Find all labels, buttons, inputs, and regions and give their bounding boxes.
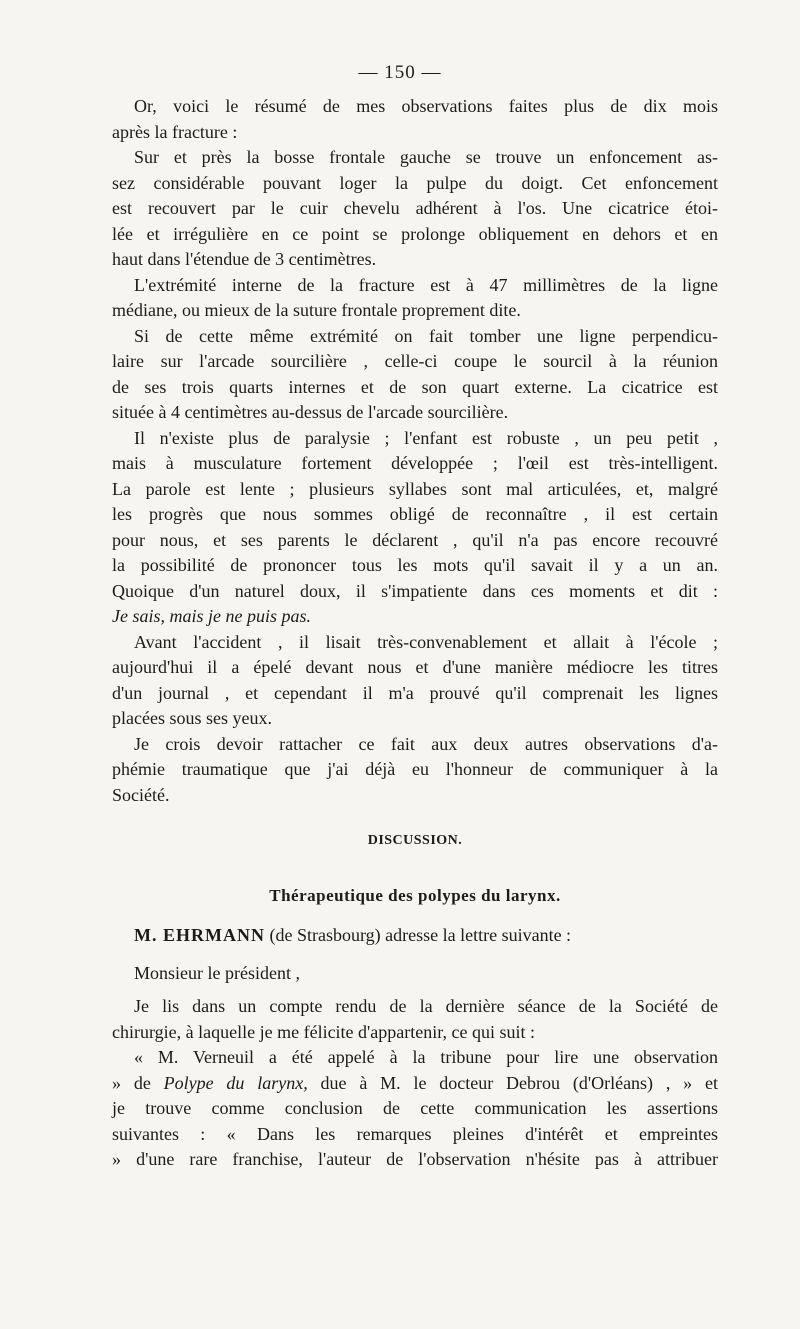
text-line: « M. Verneuil a été appelé à la tribune pour lire une observation — [134, 1047, 718, 1067]
text-line: Avant l'accident , il lisait très-convenablement et allait à l'école ; — [134, 631, 718, 652]
text-line: pour nous, et ses parents le déclarent , qu'il n'a pas encore recouvré — [112, 529, 718, 550]
paragraph-frontal-bump — [112, 145, 718, 273]
text-line: laire sur l'arcade sourcilière , celle-ci coupe le sourcil à la réunion — [112, 351, 718, 371]
text-line: placées sous ses yeux. — [112, 708, 272, 728]
paragraph-aphemie — [112, 732, 718, 809]
text-line: Il n'existe plus de paralysie ; l'enfant est robuste , un peu petit , — [134, 427, 718, 448]
text-line: phémie traumatique que j'ai déjà eu l'honneur de communiquer à la — [112, 759, 718, 779]
text-line: Or, voici le résumé de mes observations faites plus de dix mois — [134, 96, 718, 116]
text-line: je trouve comme conclusion de cette communication les assertions — [112, 1098, 718, 1118]
text-line: Si de cette même extrémité on fait tomber une ligne perpendicu- — [134, 325, 718, 346]
text-line: les progrès que nous sommes obligé de reconnaître , il est certain — [112, 504, 718, 524]
text-line: haut dans l'étendue de 3 centimètres. — [112, 249, 377, 269]
text-line: est recouvert par le cuir chevelu adhérent à l'os. Une cicatrice étoi- — [112, 198, 718, 218]
text-line: aujourd'hui il a épelé devant nous et d'une manière médiocre les titres — [112, 657, 718, 677]
text-line: sez considérable pouvant loger la pulpe du doigt. Cet enfoncement — [112, 172, 718, 193]
text-line: après la fracture : — [112, 121, 238, 142]
paragraph-fracture-end — [112, 273, 718, 324]
text-line: » d'une rare franchise, l'auteur de l'observation n'hésite pas à attribuer — [112, 1149, 718, 1169]
text-fragment: » de — [112, 1072, 164, 1093]
section-title: Thérapeutique des polypes du larynx. — [269, 886, 561, 905]
text-line-mixed — [112, 1071, 718, 1097]
page-body — [112, 94, 718, 1173]
text-line: Je lis dans un compte rendu de la dernière séance de la Société de — [134, 996, 718, 1016]
text-line: L'extrémité interne de la fracture est à 47 millimètres de la ligne — [134, 274, 718, 295]
author-line — [112, 923, 718, 949]
text-line: la possibilité de prononcer tous les mots qu'il savait il y a un an. — [112, 555, 718, 575]
page-number: — 150 — — [358, 62, 442, 83]
quote-line — [112, 604, 718, 630]
text-line: médiane, ou mieux de la suture frontale proprement dite. — [112, 300, 521, 320]
text-line: Quoique d'un naturel doux, il s'impatiente dans ces moments et dit : — [112, 580, 718, 601]
letter-paragraph-2 — [112, 1045, 718, 1173]
text-line: d'un journal , et cependant il m'a prouvé qu'il comprenait les lignes — [112, 682, 718, 703]
italic-fragment: Polype du larynx, — [163, 1072, 308, 1093]
text-line: de ses trois quarts internes et de son quart externe. La cicatrice est — [112, 376, 718, 397]
salutation: Monsieur le président , — [134, 962, 300, 983]
text-line: Sur et près la bosse frontale gauche se trouve un enfoncement as- — [134, 147, 718, 167]
text-line: située à 4 centimètres au-dessus de l'arcade sourcilière. — [112, 402, 509, 422]
text-line: mais à musculature fortement développée ; l'œil est très-intelligent. — [112, 453, 718, 473]
paragraph-summary — [112, 94, 718, 145]
paragraph-perpendicular — [112, 324, 718, 426]
letter-paragraph-1 — [112, 994, 718, 1045]
text-line: chirurgie, à laquelle je me félicite d'appartenir, ce qui suit : — [112, 1021, 536, 1042]
text-line: Je crois devoir rattacher ce fait aux deux autres observations d'a- — [134, 733, 718, 754]
text-line: suivantes : « Dans les remarques pleines d'intérêt et empreintes — [112, 1123, 718, 1144]
text-line: La parole est lente ; plusieurs syllabes sont mal articulées, et, malgré — [112, 478, 718, 499]
paragraph-reading — [112, 630, 718, 732]
text-line: Société. — [112, 784, 170, 805]
text-fragment: due à M. le docteur Debrou (d'Orléans) , » et — [307, 1072, 718, 1093]
discussion-heading: DISCUSSION. — [367, 833, 463, 848]
paragraph-condition — [112, 426, 718, 630]
italic-quote: Je sais, mais je ne puis pas. — [112, 606, 311, 626]
author-rest: (de Strasbourg) adresse la lettre suivante : — [269, 925, 572, 945]
author-name: M. EHRMANN — [134, 925, 265, 945]
text-line: lée et irrégulière en ce point se prolonge obliquement en dehors et en — [112, 223, 718, 244]
